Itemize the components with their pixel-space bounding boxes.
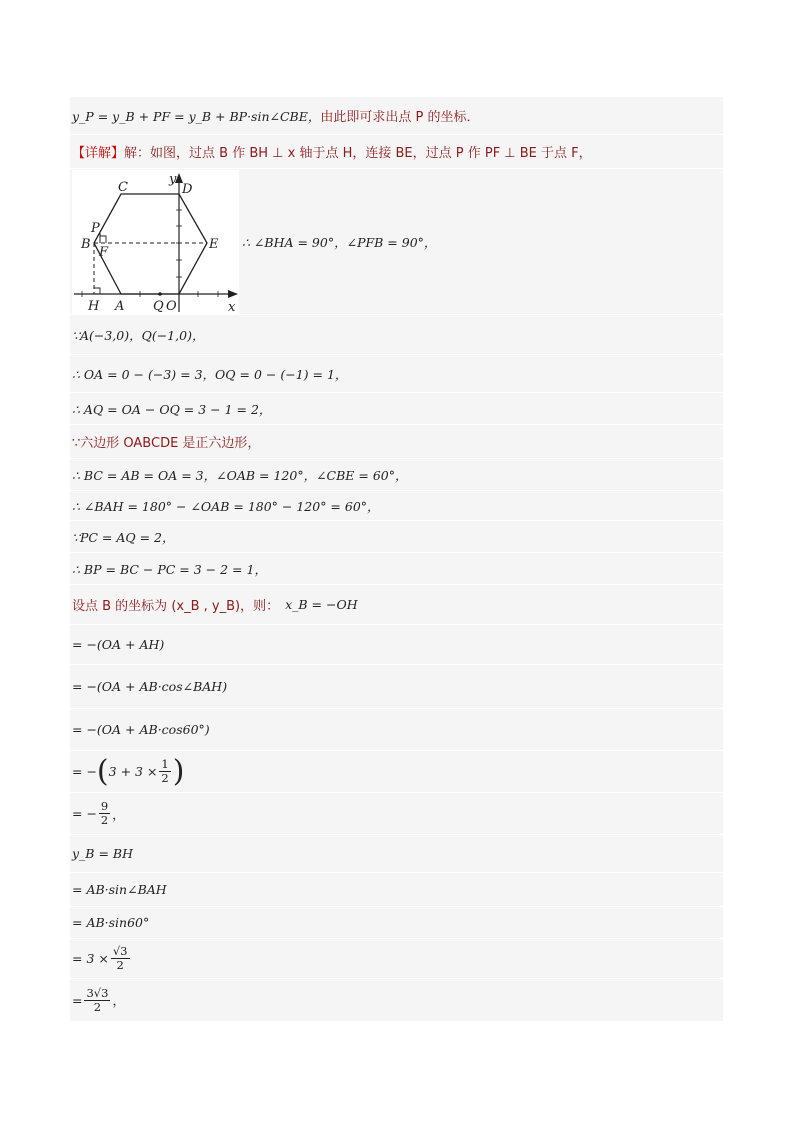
formula-step4-sign: = − <box>72 764 97 779</box>
line-13 <box>70 625 723 665</box>
line-21 <box>70 939 723 979</box>
root3-denominator: 2 <box>116 958 124 972</box>
line-14 <box>70 665 723 709</box>
paren-open: ( <box>96 753 109 789</box>
line-1 <box>70 97 723 135</box>
label-h: H <box>88 299 100 314</box>
fraction-root3-half <box>111 945 130 972</box>
line-6 <box>70 393 723 425</box>
point-q <box>158 292 162 296</box>
hexagon <box>94 194 207 294</box>
line-20 <box>70 907 723 939</box>
line-10 <box>70 521 723 553</box>
formula-pc: ∵PC = AQ = 2， <box>72 529 175 545</box>
formula-step3: = −(OA + AB·cos60°) <box>72 722 210 737</box>
formula-step4-inner: 3 + 3 × <box>108 764 158 779</box>
label-f: F <box>99 245 109 260</box>
hexagon-figure <box>72 170 239 314</box>
line-2 <box>70 135 723 169</box>
formula-step5-sign: = − <box>72 806 97 821</box>
fraction-3root3-half <box>84 987 110 1014</box>
formula-aq: ∴ AQ = OA − OQ = 3 − 1 = 2， <box>72 401 272 417</box>
3root3-numerator: 3√3 <box>86 985 109 1000</box>
line-9 <box>70 491 723 521</box>
line-19 <box>70 873 723 907</box>
formula-yb-result: = <box>72 992 83 1008</box>
half-denominator: 2 <box>161 771 169 785</box>
3root3-denominator: 2 <box>93 999 102 1014</box>
line-7 <box>70 425 723 459</box>
formula-step1: = −(OA + AH) <box>72 637 165 652</box>
line-18 <box>70 835 723 873</box>
fraction-nine-halves <box>99 800 110 827</box>
solution-content <box>70 97 723 1021</box>
label-d: D <box>182 182 193 197</box>
text-find-p: 由此即可求出点 P 的坐标． <box>320 110 480 125</box>
formula-yb-step2: = AB·sin60° <box>72 915 150 930</box>
x-axis-arrow <box>228 290 238 298</box>
label-y: y <box>169 172 177 187</box>
formula-sides-angles: ∴ BC = AB = OA = 3，∠OAB = 120°，∠CBE = 60°， <box>72 467 408 483</box>
comma: ， <box>112 993 125 1008</box>
hexagon-diagram <box>72 170 239 314</box>
formula-yb-step3: = 3 × <box>72 951 109 966</box>
line-5 <box>70 355 723 393</box>
formula-xb: x_B = −OH <box>285 597 358 612</box>
line-17 <box>70 793 723 835</box>
label-q: Q <box>153 299 164 314</box>
line-15 <box>70 709 723 751</box>
line-12 <box>70 585 723 625</box>
formula-step2: = −(OA + AB·cos∠BAH) <box>72 679 228 694</box>
right-angle-f <box>100 236 106 243</box>
line-11 <box>70 553 723 585</box>
label-o: O <box>166 299 177 314</box>
formula-bp: ∴ BP = BC − PC = 3 − 2 = 1， <box>72 561 267 577</box>
line-22 <box>70 979 723 1021</box>
right-angle-h <box>94 288 100 294</box>
comma: ， <box>112 806 125 822</box>
label-b: B <box>81 237 91 252</box>
root3-numerator: √3 <box>112 944 128 958</box>
half-numerator: 1 <box>161 757 169 771</box>
detail-tag: 【详解】 <box>72 146 125 161</box>
formula-right-angles: ∴ ∠BHA = 90°，∠PFB = 90°， <box>242 234 437 250</box>
formula-yb-step1: = AB·sin∠BAH <box>72 882 167 897</box>
formula-oa-oq: ∴ OA = 0 − (−3) = 3，OQ = 0 − (−1) = 1， <box>72 366 348 382</box>
fraction-half <box>159 758 170 785</box>
label-c: C <box>118 180 128 195</box>
label-a: A <box>115 299 125 314</box>
paren-close: ) <box>172 753 185 789</box>
formula-bah: ∴ ∠BAH = 180° − ∠OAB = 180° − 120° = 60°， <box>72 498 380 514</box>
line-4 <box>70 315 723 355</box>
formula-points-aq: ∵A(−3,0)，Q(−1,0)， <box>72 327 205 343</box>
nine-denominator: 2 <box>100 813 109 827</box>
label-p: P <box>91 221 100 236</box>
label-x: x <box>228 300 236 314</box>
text-construction: 解：如图，过点 B 作 BH ⊥ x 轴于点 H，连接 BE，过点 P 作 PF ⊥ BE 于点 F， <box>124 146 592 161</box>
text-coordinates-b: 设点 B 的坐标为 (x_B , y_B)，则： <box>72 599 280 614</box>
label-e: E <box>209 237 219 252</box>
line-16 <box>70 751 723 793</box>
formula-yp: y_P = y_B + PF = y_B + BP·sin∠CBE， <box>72 108 321 124</box>
formula-yb: y_B = BH <box>72 846 134 861</box>
line-8 <box>70 459 723 491</box>
text-regular-hexagon: ∵六边形 OABCDE 是正六边形， <box>72 436 261 451</box>
nine-numerator: 9 <box>100 799 109 813</box>
